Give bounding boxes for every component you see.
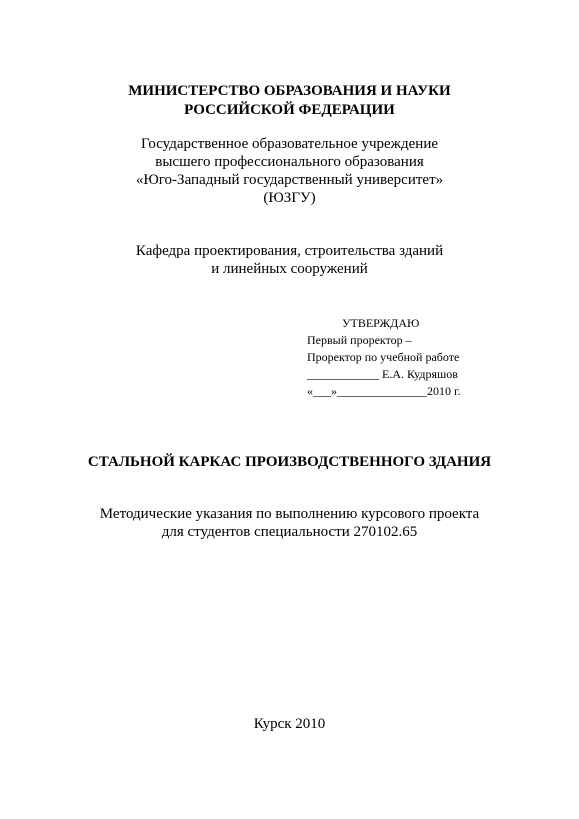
institution-line-1: Государственное образовательное учреждение [140, 136, 439, 152]
approval-position-1: Первый проректор – [307, 333, 412, 347]
department-line-2: и линейных сооружений [211, 261, 368, 277]
subtitle-line-2: для студентов специальности 270102.65 [161, 524, 418, 540]
approval-date: «___»_______________2010 г. [307, 384, 461, 398]
subtitle-line-1: Методические указания по выполнению курсового проекта [99, 506, 480, 522]
institution-line-2: высшего профессионального образования [155, 154, 424, 170]
approval-signature: ____________ Е.А. Кудряшов [307, 367, 458, 381]
ministry-line-2: РОССИЙСКОЙ ФЕДЕРАЦИИ [184, 102, 395, 118]
ministry-line-1: МИНИСТЕРСТВО ОБРАЗОВАНИЯ И НАУКИ [128, 83, 451, 99]
document-title: СТАЛЬНОЙ КАРКАС ПРОИЗВОДСТВЕННОГО ЗДАНИЯ [87, 454, 492, 470]
approval-heading: УТВЕРЖДАЮ [342, 316, 420, 330]
department-line-1: Кафедра проектирования, строительства зданий [135, 243, 444, 259]
institution-line-3: «Юго-Западный государственный университет» [135, 172, 444, 188]
institution-line-4: (ЮЗГУ) [263, 190, 316, 206]
approval-position-2: Проректор по учебной работе [307, 350, 460, 364]
city-year: Курск 2010 [253, 716, 326, 732]
